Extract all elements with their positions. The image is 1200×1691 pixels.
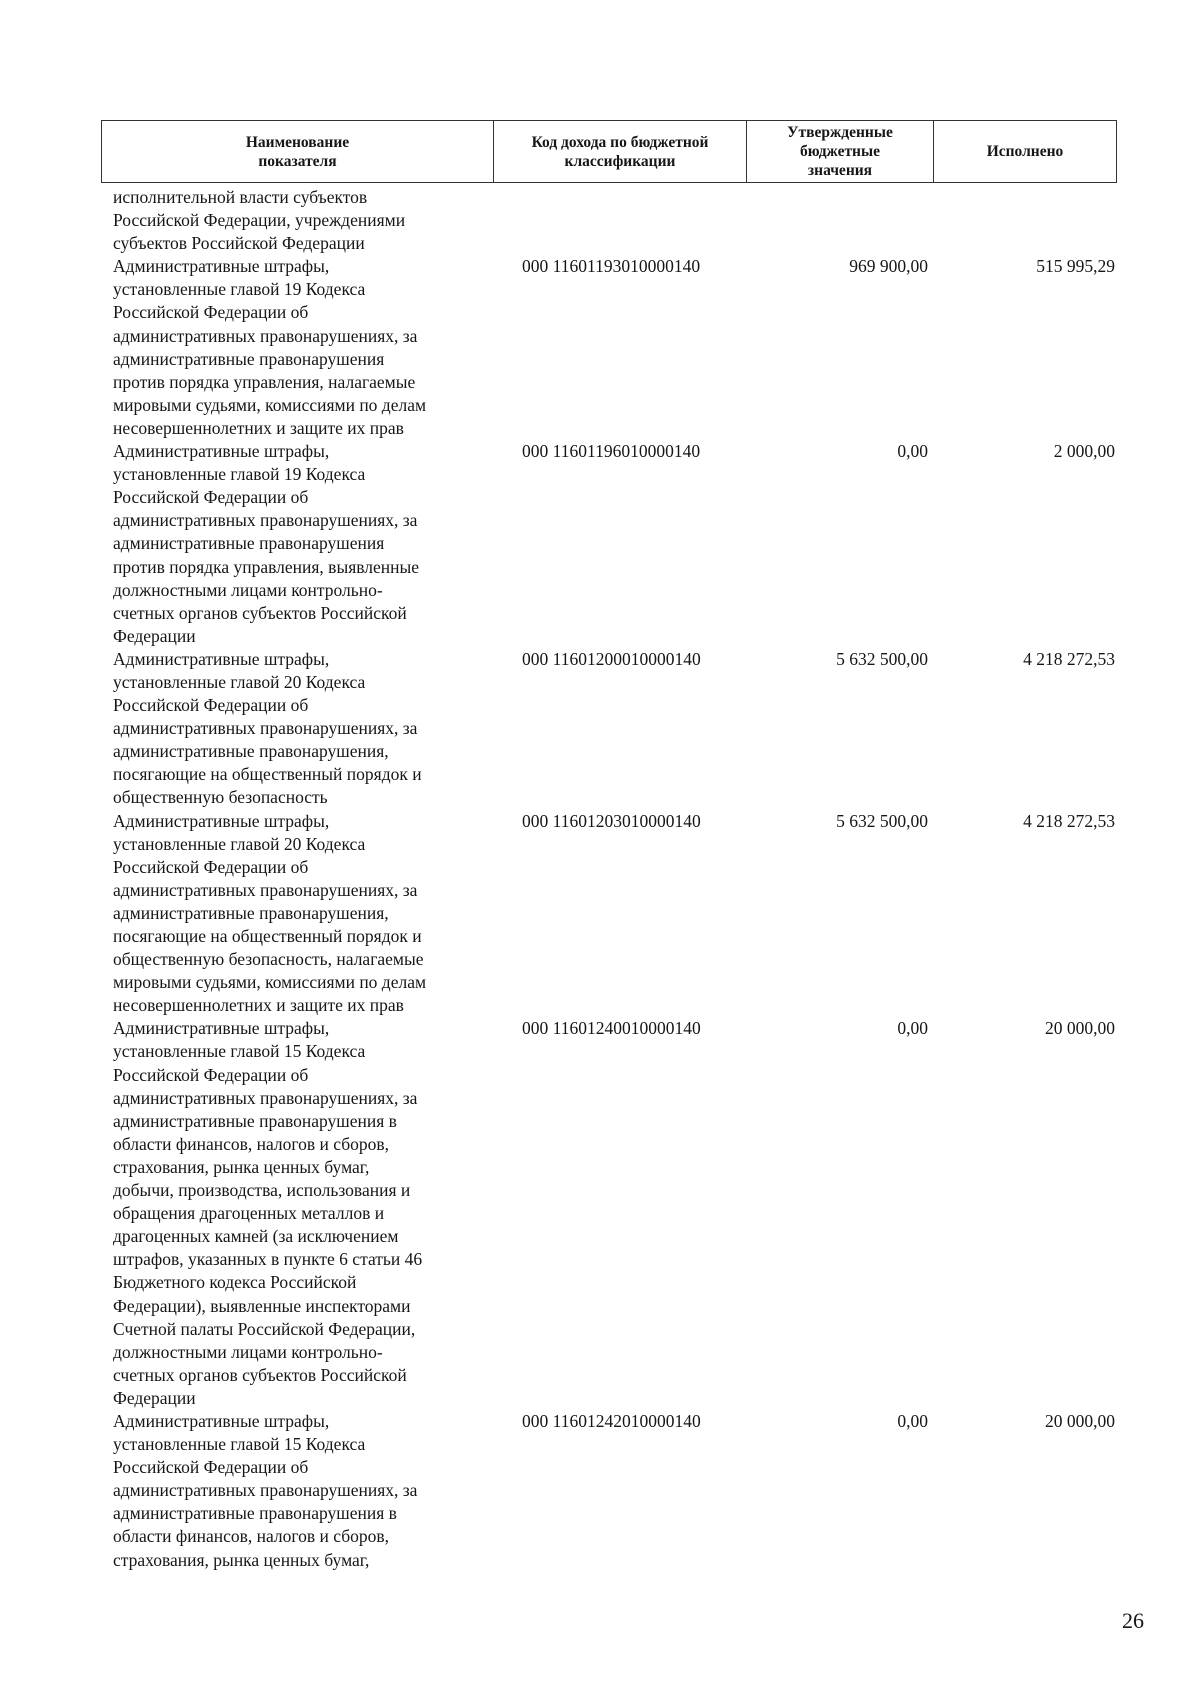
row-approved: 0,00: [897, 441, 928, 462]
row-code: 000 11601240010000140: [522, 1018, 701, 1039]
row-done: 20 000,00: [1045, 1018, 1115, 1039]
table-row: [0, 1410, 1200, 1572]
row-approved: 5 632 500,00: [836, 648, 928, 669]
table-row: [0, 255, 1200, 440]
row-done: 515 995,29: [1036, 256, 1115, 277]
row-code: 000 11601200010000140: [522, 648, 701, 669]
row-name: Административные штрафы, установленные главой 20 Кодекса Российской Федерации об административных правонарушениях, за административные правонарушения, посягающие на общественный порядок и общественную безопасность: [113, 648, 422, 808]
table-row: [0, 648, 1200, 810]
row-name: Административные штрафы, установленные главой 20 Кодекса Российской Федерации об административных правонарушениях, за административные правонарушения, посягающие на общественный порядок и общественную безопасность, налагаемые мировыми судьями, комиссиями по делам несовершеннолетних и защите их прав: [113, 810, 427, 1016]
table-row: [0, 186, 1200, 255]
row-done: 2 000,00: [1053, 441, 1115, 462]
row-done: 20 000,00: [1045, 1410, 1115, 1431]
header-cell-done: Исполнено: [986, 143, 1064, 160]
table-row: [0, 1017, 1200, 1410]
header-cell-approved: Утвержденные бюджетные значения: [747, 121, 934, 182]
table-body: [0, 186, 1200, 1572]
row-code: 000 11601196010000140: [522, 441, 701, 462]
row-code: 000 11601193010000140: [522, 256, 701, 277]
row-approved: 0,00: [897, 1410, 928, 1431]
row-approved: 0,00: [897, 1018, 928, 1039]
header-cell-code: Код дохода по бюджетной классификации: [494, 121, 747, 182]
row-name: Административные штрафы, установленные главой 19 Кодекса Российской Федерации об административных правонарушениях, за административные правонарушения против порядка управления, выявленные должностными лицами контрольно- счетных органов субъектов Российской Федерации: [113, 441, 420, 646]
row-code: 000 11601242010000140: [522, 1410, 701, 1431]
header-cell-name: Наименование показателя: [102, 121, 494, 182]
table-row: [0, 440, 1200, 648]
row-code: 000 11601203010000140: [522, 810, 701, 831]
page-number: 26: [1122, 1608, 1144, 1633]
row-approved: 969 900,00: [849, 256, 928, 277]
row-name: Административные штрафы, установленные главой 15 Кодекса Российской Федерации об административных правонарушениях, за административные правонарушения в области финансов, налогов и сборов, страхования, рынка ценных бумаг,: [113, 1410, 418, 1570]
row-done: 4 218 272,53: [1023, 810, 1115, 831]
table-row: [0, 810, 1200, 1018]
row-name: Административные штрафы, установленные главой 19 Кодекса Российской Федерации об административных правонарушениях, за административные правонарушения против порядка управления, налагаемые мировыми судьями, комиссиями по делам несовершеннолетних и защите их прав: [113, 256, 427, 438]
row-done: 4 218 272,53: [1023, 648, 1115, 669]
row-name: Административные штрафы, установленные главой 15 Кодекса Российской Федерации об административных правонарушениях, за административные правонарушения в области финансов, налогов и сборов, страхования, рынка ценных бумаг, добычи, производства, использования и обращения драгоценных металлов и драгоценных камней (за исключением штрафов, указанных в пункте 6 статьи 46 Бюджетного кодекса Российской Федерации), выявленные инспекторами Счетной палаты Российской Федерации, должностными лицами контрольно- счетных органов субъектов Российской Федерации: [113, 1018, 423, 1408]
table-header: [101, 120, 1117, 183]
row-approved: 5 632 500,00: [836, 810, 928, 831]
row-name: исполнительной власти субъектов Российской Федерации, учреждениями субъектов Российской Федерации: [113, 187, 406, 254]
